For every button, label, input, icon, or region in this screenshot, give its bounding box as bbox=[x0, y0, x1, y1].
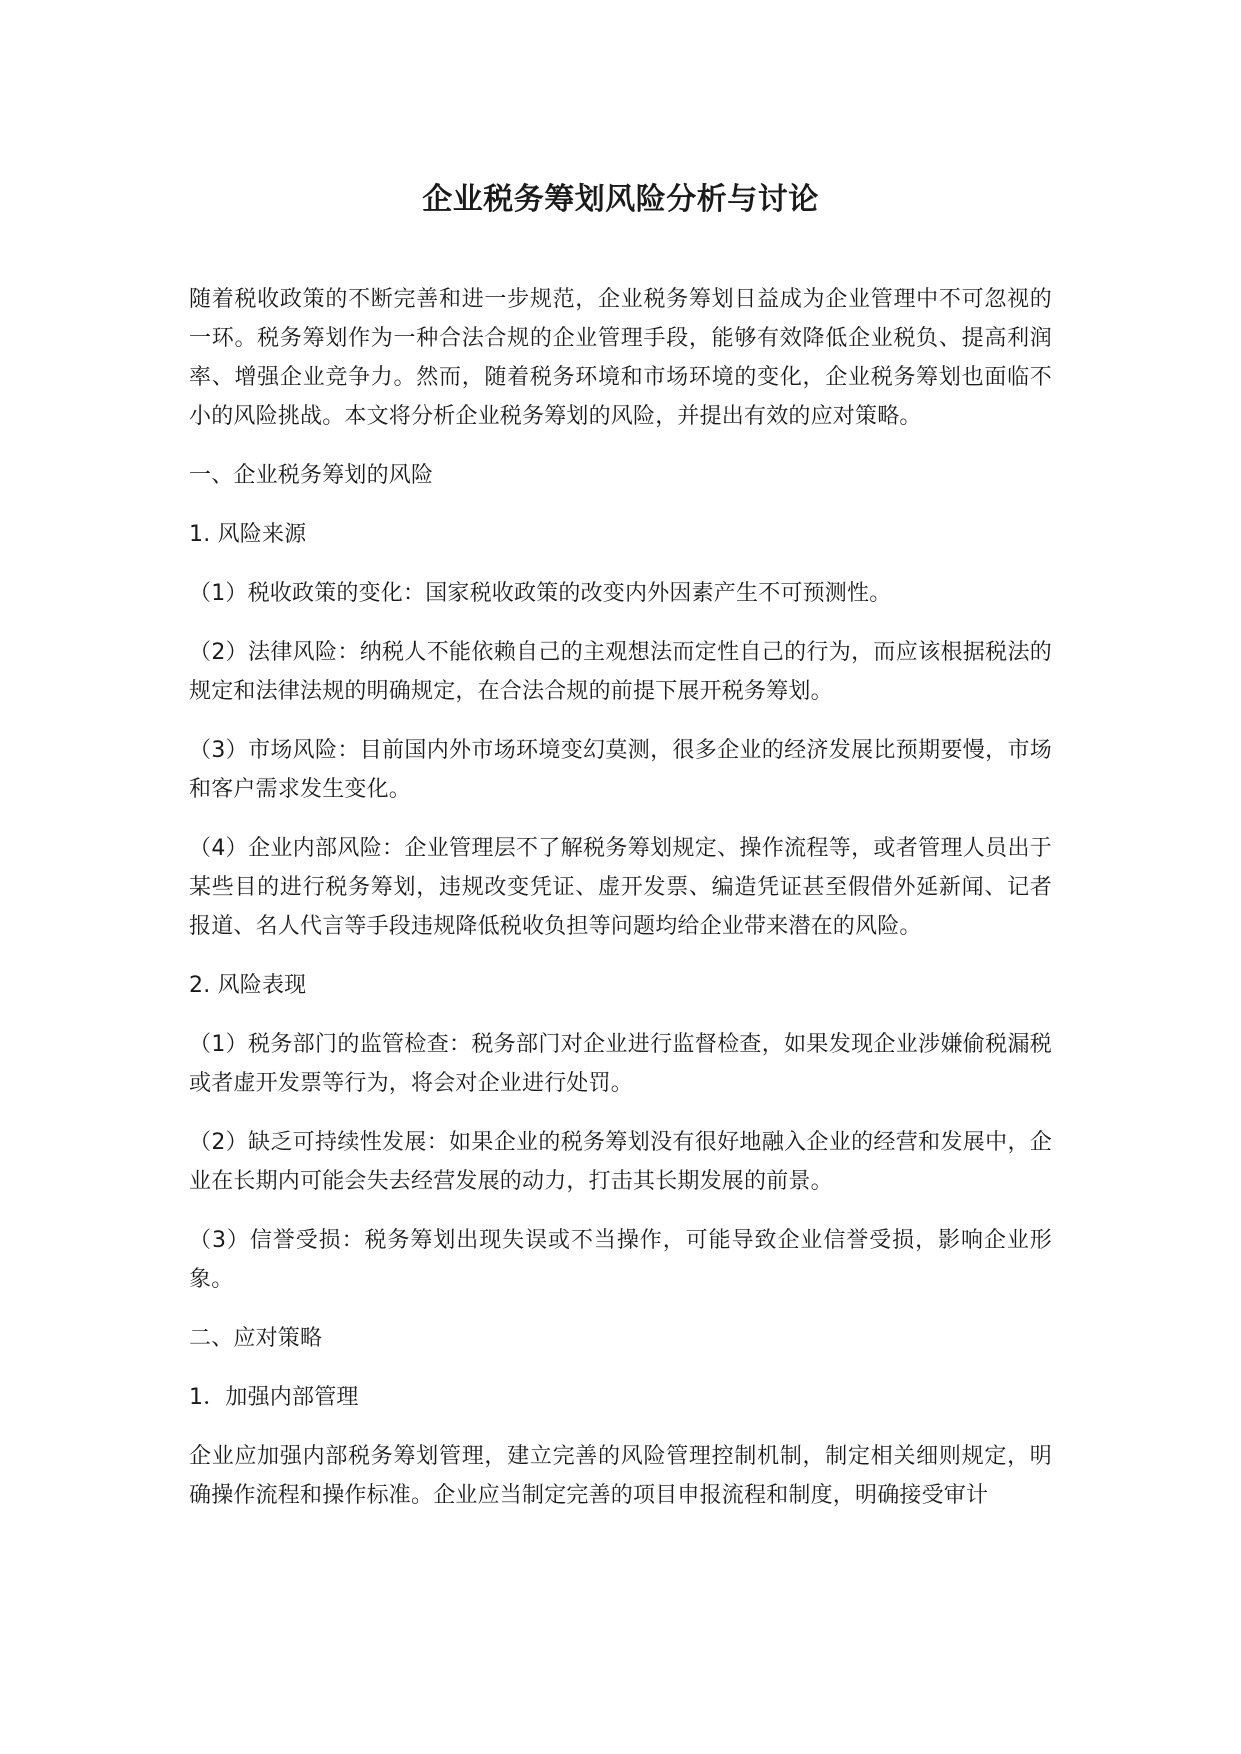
subheading-risk-sources: 1. 风险来源 bbox=[189, 522, 307, 547]
section-heading-risks: 一、企业税务筹划的风险 bbox=[189, 463, 434, 488]
paragraph-internal-management: 企业应加强内部税务筹划管理，建立完善的风险管理控制机制，制定相关细则规定，明确操作流程和操作标准。企业应当制定完善的项目申报流程和制度，明确接受审计 bbox=[189, 1444, 1052, 1508]
document-body bbox=[189, 280, 1052, 1535]
list-item-internal-risk: （4）企业内部风险：企业管理层不了解税务筹划规定、操作流程等，或者管理人员出于某些目的进行税务筹划，违规改变凭证、虚开发票、编造凭证甚至假借外延新闻、记者报道、名人代言等手段违规降低税收负担等问题均给企业带来潜在的风险。 bbox=[189, 836, 1052, 939]
document-title: 企业税务筹划风险分析与讨论 bbox=[422, 182, 819, 217]
list-item-legal-risk: （2）法律风险：纳税人不能依赖自己的主观想法而定性自己的行为，而应该根据税法的规定和法律法规的明确规定，在合法合规的前提下展开税务筹划。 bbox=[189, 640, 1052, 704]
list-item-tax-inspection: （1）税务部门的监管检查：税务部门对企业进行监督检查，如果发现企业涉嫌偷税漏税或者虚开发票等行为，将会对企业进行处罚。 bbox=[189, 1032, 1052, 1096]
list-item-reputation: （3）信誉受损：税务筹划出现失误或不当操作，可能导致企业信誉受损，影响企业形象。 bbox=[189, 1228, 1052, 1292]
list-item-market-risk: （3）市场风险：目前国内外市场环境变幻莫测，很多企业的经济发展比预期要慢，市场和客户需求发生变化。 bbox=[189, 738, 1052, 802]
list-item-sustainability: （2）缺乏可持续性发展：如果企业的税务筹划没有很好地融入企业的经营和发展中，企业在长期内可能会失去经营发展的动力，打击其长期发展的前景。 bbox=[189, 1130, 1052, 1194]
subheading-internal-management: 1．加强内部管理 bbox=[189, 1385, 359, 1410]
list-item-policy-change: （1）税收政策的变化：国家税收政策的改变内外因素产生不可预测性。 bbox=[189, 581, 892, 606]
section-heading-strategies: 二、应对策略 bbox=[189, 1326, 323, 1351]
intro-paragraph: 随着税收政策的不断完善和进一步规范，企业税务筹划日益成为企业管理中不可忽视的一环。税务筹划作为一种合法合规的企业管理手段，能够有效降低企业税负、提高利润率、增强企业竞争力。然而，随着税务环境和市场环境的变化，企业税务筹划也面临不小的风险挑战。本文将分析企业税务筹划的风险，并提出有效的应对策略。 bbox=[189, 287, 1052, 429]
subheading-risk-manifestation: 2. 风险表现 bbox=[189, 973, 307, 998]
